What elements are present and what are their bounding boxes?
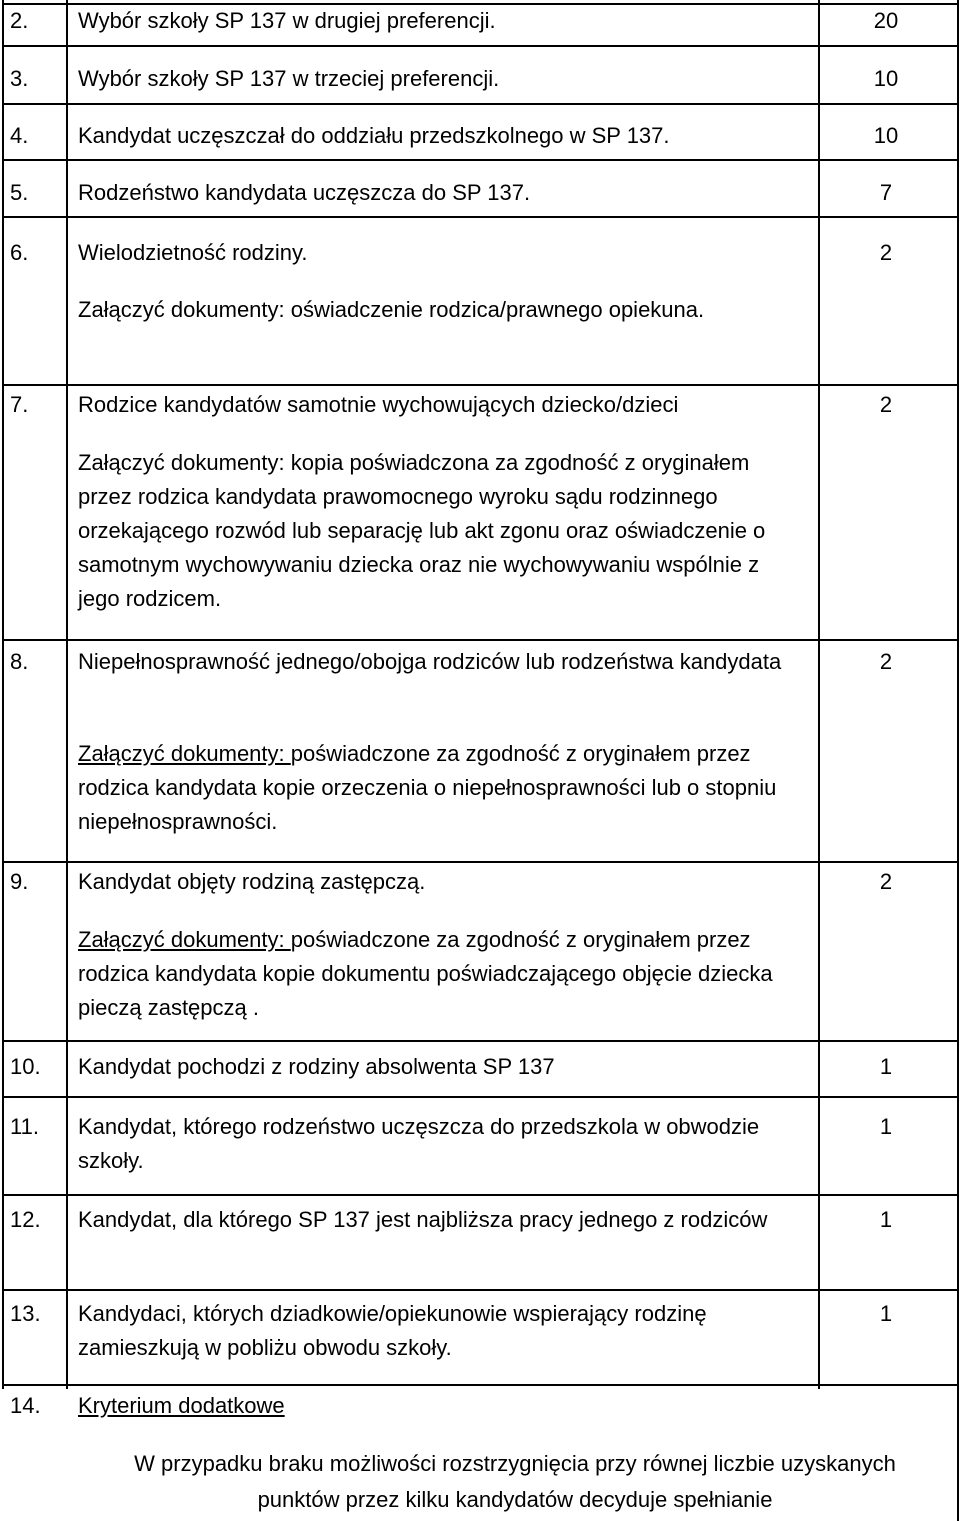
table-right-border bbox=[957, 0, 959, 1521]
row-number: 3. bbox=[10, 66, 29, 91]
criterion-points: 1 bbox=[879, 1114, 893, 1139]
attachment-text: poświadczone za zgodność z oryginałem przez rodzica kandydata kopie orzeczenia o niepełnosprawności lub o stopniu niepełnosprawności. bbox=[78, 741, 777, 834]
criterion-text: Kryterium dodatkowe bbox=[78, 1393, 285, 1418]
table-left-border bbox=[2, 0, 4, 1389]
criterion-points: 2 bbox=[879, 869, 893, 894]
criterion-points: 1 bbox=[879, 1301, 893, 1326]
criterion-text: Niepełnosprawność jednego/obojga rodziców lub rodzeństwa kandydata bbox=[78, 649, 782, 674]
row-number: 10. bbox=[10, 1054, 41, 1079]
row-divider bbox=[2, 1289, 958, 1291]
criterion-text: Wybór szkoły SP 137 w drugiej preferencji. bbox=[78, 8, 496, 33]
row-number: 8. bbox=[10, 649, 29, 674]
criterion-points: 20 bbox=[873, 8, 899, 33]
column-divider-2 bbox=[818, 0, 820, 1389]
row-number: 7. bbox=[10, 392, 29, 417]
attachment-label: Załączyć dokumenty: bbox=[78, 927, 291, 952]
row-number: 4. bbox=[10, 123, 29, 148]
row-number: 9. bbox=[10, 869, 29, 894]
attachment-label: Załączyć dokumenty: bbox=[78, 450, 285, 475]
attachment-label: Załączyć dokumenty: bbox=[78, 297, 285, 322]
column-divider-1 bbox=[66, 0, 68, 1389]
row-divider bbox=[2, 861, 958, 863]
criterion-text: Kandydat pochodzi z rodziny absolwenta SP 137 bbox=[78, 1054, 555, 1079]
attachment-text: poświadczone za zgodność z oryginałem przez rodzica kandydata kopie dokumentu poświadczającego objęcie dziecka pieczą zastępczą . bbox=[78, 927, 773, 1020]
footer-note: W przypadku braku możliwości rozstrzygnięcia przy równej liczbie uzyskanych punktów przez kilku kandydatów decyduje spełnianie bbox=[134, 1451, 896, 1512]
row-divider bbox=[2, 1096, 958, 1098]
criterion-text: Kandydat uczęszczał do oddziału przedszkolnego w SP 137. bbox=[78, 123, 670, 148]
row-number: 11. bbox=[10, 1114, 39, 1139]
criterion-points: 2 bbox=[879, 240, 893, 265]
criterion-text: Kandydat, którego rodzeństwo uczęszcza do przedszkola w obwodzie szkoły. bbox=[78, 1114, 760, 1173]
criterion-points: 10 bbox=[873, 123, 899, 148]
attachment-label: Załączyć dokumenty: bbox=[78, 741, 291, 766]
criterion-points: 1 bbox=[879, 1054, 893, 1079]
row-divider bbox=[2, 216, 958, 218]
row-number: 2. bbox=[10, 8, 29, 33]
row-number: 6. bbox=[10, 240, 29, 265]
row-divider bbox=[2, 159, 958, 161]
row-divider bbox=[2, 1384, 958, 1386]
criterion-points: 10 bbox=[873, 66, 899, 91]
row-number: 5. bbox=[10, 180, 29, 205]
attachment-note bbox=[78, 923, 778, 1025]
criterion-points: 7 bbox=[879, 180, 893, 205]
criterion-points: 2 bbox=[879, 392, 893, 417]
criterion-text: Wielodzietność rodziny. bbox=[78, 240, 308, 265]
criterion-text: Wybór szkoły SP 137 w trzeciej preferencji. bbox=[78, 66, 500, 91]
row-divider bbox=[2, 1040, 958, 1042]
row-divider bbox=[2, 103, 958, 105]
row-divider bbox=[2, 384, 958, 386]
criterion-points: 2 bbox=[879, 649, 893, 674]
row-number: 12. bbox=[10, 1207, 41, 1232]
row-number: 13. bbox=[10, 1301, 41, 1326]
criterion-text: Rodzice kandydatów samotnie wychowujących dziecko/dzieci bbox=[78, 392, 679, 417]
attachment-note bbox=[78, 737, 778, 839]
attachment-text: kopia poświadczona za zgodność z oryginałem przez rodzica kandydata prawomocnego wyroku sądu rodzinnego orzekającego rozwód lub separację lub akt zgonu oraz oświadczenie o samotnym wychowywaniu dziecka oraz nie wychowywaniu wspólnie z jego rodzicem. bbox=[78, 450, 766, 611]
row-number: 14. bbox=[10, 1393, 41, 1418]
criterion-text: Kandydat objęty rodziną zastępczą. bbox=[78, 869, 426, 894]
row-divider bbox=[2, 639, 958, 641]
attachment-note bbox=[78, 293, 758, 327]
row-divider bbox=[2, 1194, 958, 1196]
criterion-points: 1 bbox=[879, 1207, 893, 1232]
criterion-text: Kandydat, dla którego SP 137 jest najbliższa pracy jednego z rodziców bbox=[78, 1207, 768, 1232]
criterion-text: Kandydaci, których dziadkowie/opiekunowie wspierający rodzinę zamieszkują w pobliżu obwodu szkoły. bbox=[78, 1301, 707, 1360]
attachment-note bbox=[78, 446, 793, 616]
attachment-text: oświadczenie rodzica/prawnego opiekuna. bbox=[284, 297, 705, 322]
criterion-text: Rodzeństwo kandydata uczęszcza do SP 137. bbox=[78, 180, 531, 205]
row-divider bbox=[2, 45, 958, 47]
